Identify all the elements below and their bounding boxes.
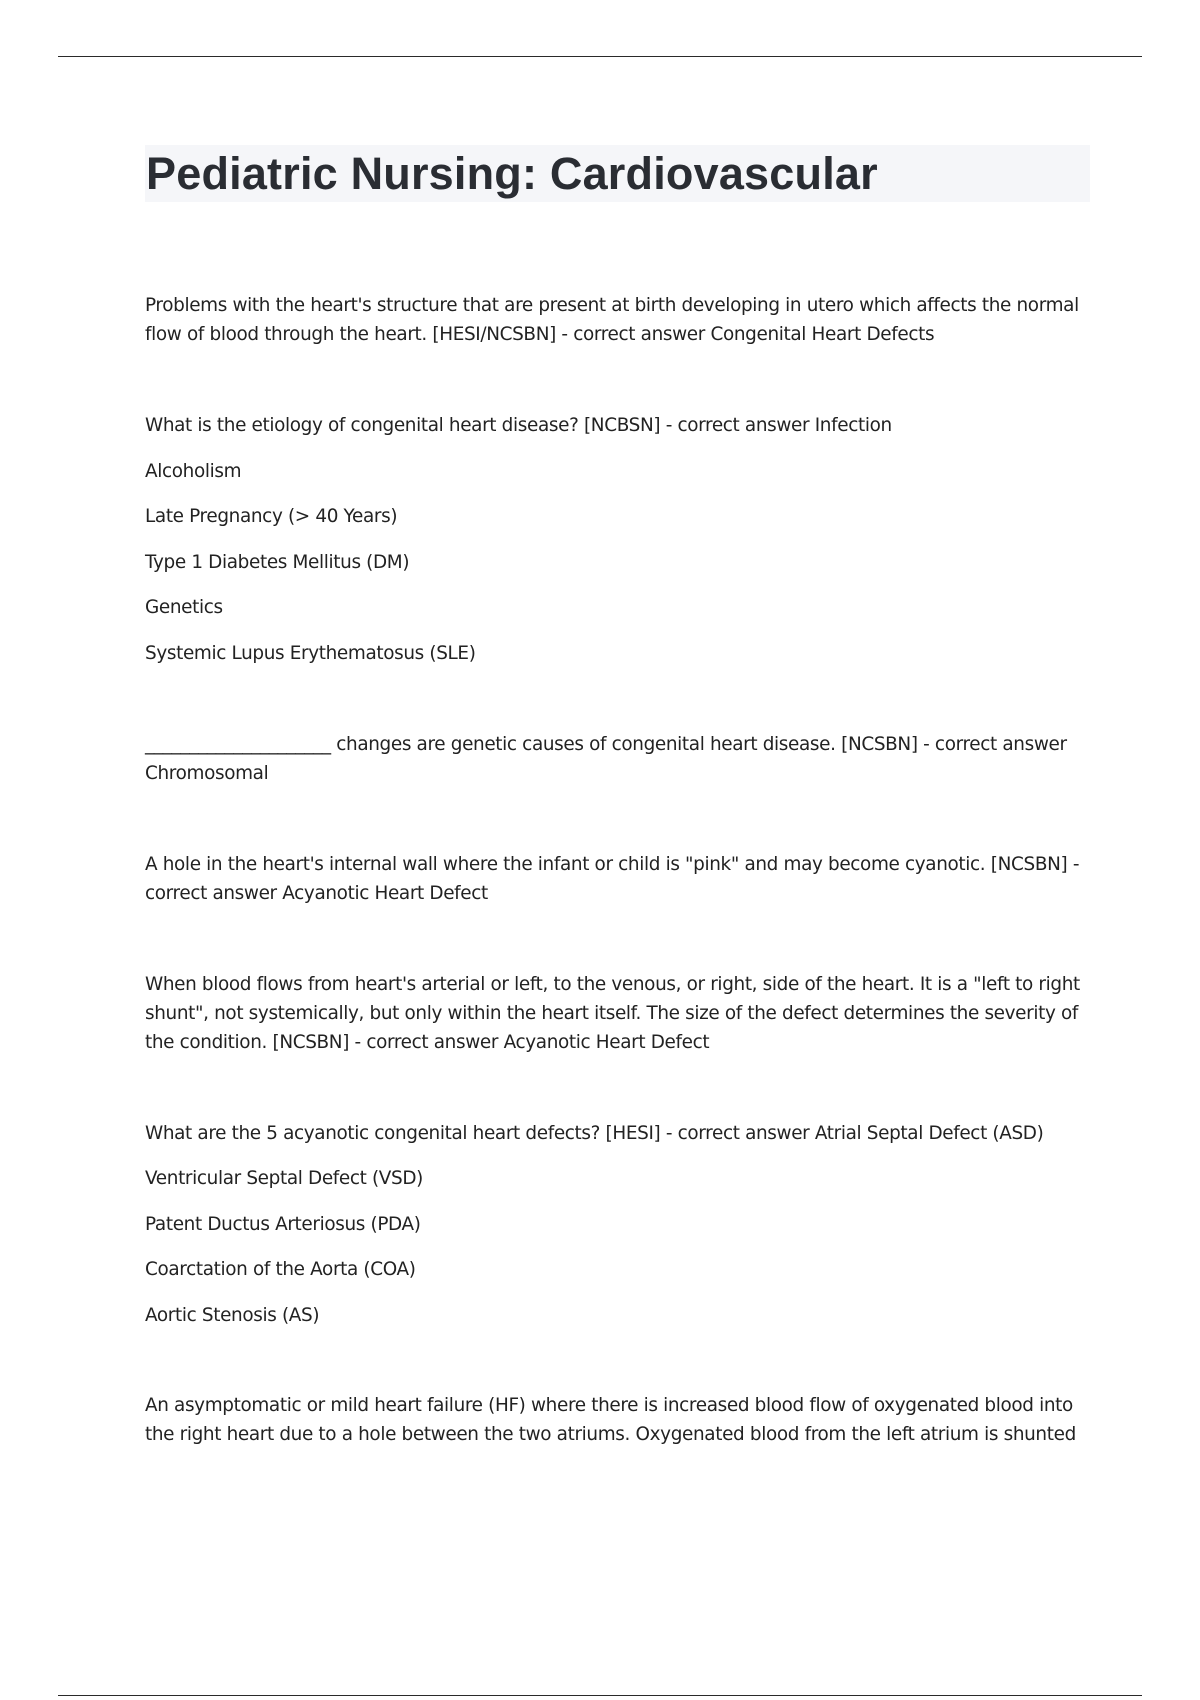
flashcard-acyanotic-pink: A hole in the heart's internal wall where the infant or child is "pink" and may become cyanotic. [NCSBN] - correct answer Acyanotic Heart Defect <box>145 854 1080 904</box>
flashcard-left-to-right-shunt: When blood flows from heart's arterial or left, to the venous, or right, side of the heart. It is a "left to right shunt", not systemically, but only within the heart itself. The size of the defect determines the severity of the condition. [NCSBN] - correct answer Acyanotic Heart Defect <box>145 974 1080 1053</box>
flashcard-congenital-heart-defects: Problems with the heart's structure that are present at birth developing in utero which affects the normal flow of blood through the heart. [HESI/NCSBN] - correct answer Congenital Heart Defects <box>145 295 1079 345</box>
flashcard-asd-description: An asymptomatic or mild heart failure (HF) where there is increased blood flow of oxygenated blood into the right heart due to a hole between the two atriums. Oxygenated blood from the left atrium is shunted <box>145 1395 1076 1445</box>
list-item-coa: Coarctation of the Aorta (COA) <box>145 1259 416 1280</box>
list-item-genetics: Genetics <box>145 597 223 618</box>
list-item-alcoholism: Alcoholism <box>145 461 242 482</box>
list-item-type1-dm: Type 1 Diabetes Mellitus (DM) <box>145 552 410 573</box>
flashcard-acyanotic-defects-question: What are the 5 acyanotic congenital heart defects? [HESI] - correct answer Atrial Septal Defect (ASD) <box>145 1123 1044 1144</box>
flashcard-chromosomal: _____________________ changes are genetic causes of congenital heart disease. [NCSBN] - correct answer Chromosomal <box>145 734 1067 784</box>
list-item-sle: Systemic Lupus Erythematosus (SLE) <box>145 643 476 664</box>
flashcard-etiology-question: What is the etiology of congenital heart disease? [NCBSN] - correct answer Infection <box>145 415 892 436</box>
list-item-as: Aortic Stenosis (AS) <box>145 1305 320 1326</box>
list-item-late-pregnancy: Late Pregnancy (> 40 Years) <box>145 506 398 527</box>
list-item-pda: Patent Ductus Arteriosus (PDA) <box>145 1214 421 1235</box>
list-item-vsd: Ventricular Septal Defect (VSD) <box>145 1168 424 1189</box>
page-top-rule <box>58 56 1142 57</box>
page-bottom-rule <box>58 1695 1142 1696</box>
page-title: Pediatric Nursing: Cardiovascular <box>146 148 878 199</box>
